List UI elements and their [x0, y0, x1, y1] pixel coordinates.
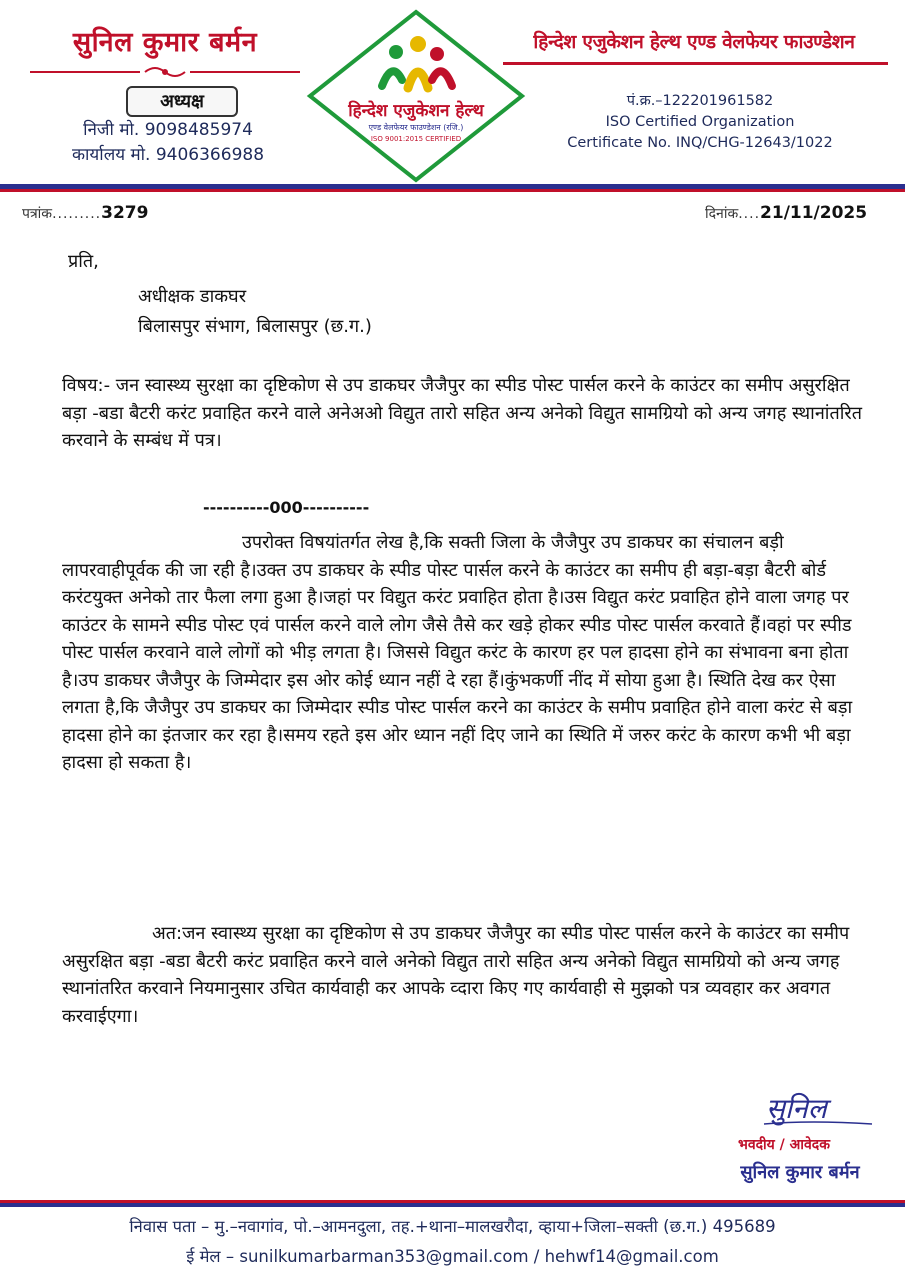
footer-address: निवास पता – मु.–नवागांव, पो.–आमनदुला, तह.+थाना–मालखरौदा, व्हाया+जिला–सक्ती (छ.ग.) 495689	[129, 1217, 776, 1236]
header-rule-red	[0, 189, 905, 192]
subject: विषय:- जन स्वास्थ्य सुरक्षा का दृष्टिकोण से उप डाकघर जैजैपुर का स्पीड पोस्ट पार्सल करने के काउंटर का समीप असुरक्षित बड़ा -बडा बैटरी करंट प्रवाहित करने वाले अनेअओ विद्युत तारो सहित अन्य अनेको विद्युत सामग्रियो को अन्य जगह स्थानांतरित करवाने के सम्बंध में पत्र।	[62, 375, 863, 451]
signature-label: भवदीय / आवेदक	[738, 1137, 830, 1153]
patrank-label: पत्रांक	[22, 206, 53, 222]
organization-name: हिन्देश एजुकेशन हेल्थ एण्ड वेलफेयर फाउण्डेशन	[533, 31, 855, 53]
mobile-office: कार्यालय मो. 9406366988	[71, 145, 265, 165]
separator: ----------000----------	[203, 498, 370, 517]
dinank-label: दिनांक	[705, 206, 739, 222]
patrank-dots: .........	[52, 206, 102, 222]
signature-scrawl: सुनिल	[766, 1092, 827, 1125]
logo-text-sub: एण्ड वेलफेयर फाउण्डेशन (रजि.)	[368, 123, 464, 132]
paragraph-2: अत:जन स्वास्थ्य सुरक्षा का दृष्टिकोण से उप डाकघर जैजैपुर का स्पीड पोस्ट पार्सल करने के काउंटर का समीप असुरक्षित बड़ा -बडा बैटरी करंट प्रवाहित करने वाले अनेको विद्युत तारो सहित अन्य अनेको विद्युत सामग्रियो को अन्य जगह स्थानांतरित करवाने नियमानुसार उचित कार्यवाही कर आपके व्दारा किए गए कार्यवाही से मुझको पत्र व्यवहार कर अवगत करवाईएगा।	[62, 923, 850, 1027]
handwritten-signature	[760, 1080, 880, 1140]
to-label: प्रति,	[68, 251, 99, 272]
footer-email: ई मेल – sunilkumarbarman353@gmail.com / hehwf14@gmail.com	[186, 1247, 719, 1266]
mobile-personal: निजी मो. 9098485974	[83, 120, 253, 140]
dinank-value: 21/11/2025	[760, 203, 868, 223]
signature-name: सुनिल कुमार बर्मन	[740, 1162, 860, 1183]
registration-block	[540, 91, 860, 154]
iso-line: ISO Certified Organization	[605, 114, 795, 130]
addressee-line-1: अधीक्षक डाकघर	[138, 286, 247, 307]
logo-iso: ISO 9001:2015 CERTIFIED	[370, 135, 462, 143]
president-title-badge: अध्यक्ष	[126, 86, 238, 117]
contact-numbers	[38, 118, 298, 168]
patrank	[22, 203, 148, 223]
dinank	[705, 203, 867, 223]
certificate-line: Certificate No. INQ/CHG-12643/1022	[567, 135, 833, 151]
patrank-value: 3279	[101, 203, 149, 223]
president-name: सुनिल कुमार बर्मन	[72, 27, 258, 58]
ornament-divider-icon	[30, 64, 300, 80]
logo-text-main: हिन्देश एजुकेशन हेल्थ	[348, 101, 484, 121]
paragraph-1: उपरोक्त विषयांतर्गत लेख है,कि सक्ती जिला के जैजैपुर उप डाकघर का संचालन बड़ी लापरवाहीपूर्वक की जा रही है।उक्त उप डाकघर के स्पीड पोस्ट पार्सल करने के काउंटर का समीप ही बड़ा-बड़ा बैटरी बोर्ड करंटयुक्त अनेको तार फैला लगा हुआ है।जहां पर विद्युत करंट प्रवाहित होता है।उस विद्युत करंट प्रवाहित होने वाला जगह पर काउंटर के सामने स्पीड पोस्ट एवं पार्सल करने वाले लोग जैसे तैसे कर खड़े होकर स्पीड पोस्ट पार्सल करवाते हैं।वहां पर स्पीड पोस्ट पार्सल करवाने वाले लोगों को भीड़ लगता है। जिससे विद्युत करंट के कारण हर पल हादसा होने का संभावना बना होता है।उप डाकघर जैजैपुर के जिम्मेदार इस ओर कोई ध्यान नहीं दे रहा हैं।कुंभकर्णी नींद में सोया हुआ है। स्थिति देख कर ऐसा लगता है,कि जैजैपुर उप डाकघर का जिम्मेदार स्पीड पोस्ट पार्सल करने का काउंटर के समीप प्रवाहित होने वाला करंट से बड़ा हादसा होने का इंतजार कर रहा है।समय रहते इस ओर ध्यान नहीं दिए जाने का स्थिति में जरुर करंट के कारण कभी भी बड़ा हादसा हो सकता है।	[62, 532, 853, 773]
addressee-line-2: बिलासपुर संभाग, बिलासपुर (छ.ग.)	[138, 316, 372, 337]
footer-rule-blue	[0, 1203, 905, 1207]
registration-number: पं.क्र.–122201961582	[626, 93, 774, 109]
org-name-underline	[503, 62, 888, 65]
dinank-dots: ....	[738, 206, 761, 222]
